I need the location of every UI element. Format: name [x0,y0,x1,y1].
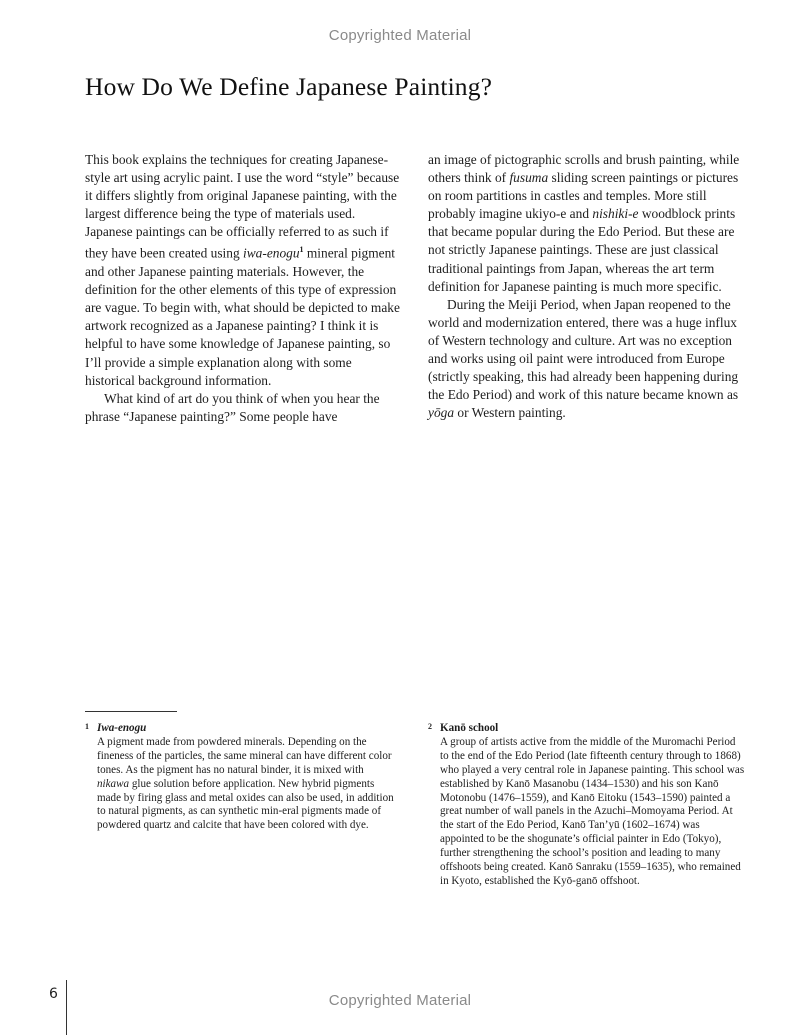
footnote-number: 2 [428,722,432,731]
paragraph: What kind of art do you think of when you hear the phrase “Japanese painting?” Some people have [85,390,380,424]
footnote-term: Iwa-enogu [97,722,147,734]
paragraph: This book explains the techniques for creating Japanese-style art using acrylic paint. I use the word “style” because it differs slightly from original Japanese painting, with the largest difference being the type of materials used. Japanese paintings can be officially referred to as such if they have been created using iwa-enogu$^1$ mineral pigment and other Japanese painting materials. However, the definition for the other elements of this type of expression are vague. To begin with, what should be depicted to make artwork recognized as a Japanese painting? I think it is helpful to have some knowledge of Japanese painting, so I’ll provide a simple explanation along with some historical background information. [85,152,400,388]
body-column-right [428,151,746,422]
footnote-body: A pigment made from powdered minerals. Depending on the fineness of the particles, the same mineral can have different color tones. As the pigment has no natural binder, it is mixed with nikawa glue solution before application. New hybrid pigments made by firing glass and metal oxides can also be used, in addition to natural pigments, as can synthetic min-eral pigments made of powdered quartz and calcite that have been colored with dye. [97,735,394,832]
footnote-2 [428,722,746,889]
page-number: 6 [49,986,58,1002]
term-nishiki-e: nishiki-e [592,206,639,222]
footnote-number: 1 [85,722,89,731]
footnote-divider [85,711,177,712]
footnote-ref-1[interactable]: 1 [299,245,304,255]
term-yoga: yōga [428,405,455,421]
footnote-1 [85,722,397,833]
footnote-term: Kanō school [440,722,499,734]
copyright-watermark-bottom: Copyrighted Material [328,992,472,1009]
term-iwa-enogu: iwa-enogu [243,245,300,261]
paragraph: an image of pictographic scrolls and brush painting, while others think of fusuma sliding screen paintings or pictures on room partitions in castles and temples. More still probably imagine ukiyo-e and nishiki-e woodblock prints that became popular during the Edo Period. But these are not strictly Japanese paintings. These are just classical traditional paintings from Japan, whereas the art term definition for Japanese painting is much more specific. [428,152,740,294]
page-title: How Do We Define Japanese Painting? [85,72,493,101]
body-column-left [85,151,401,426]
footnote-body: A group of artists active from the middle of the Muromachi Period to the end of the Edo Period (late fifteenth century through to 1868) who played a very central role in Japanese painting. This school was established by Kanō Masanobu (1434–1530) and his son Kanō Motonobu (1476–1559), and Kanō Eitoku (1543–1590) painted a great number of wall panels in the Azuchi–Momoyama Period. At the start of the Edo Period, Kanō Tan’yū (1602–1674) was appointed to be the shogunate’s official painter in Edo (Tokyo), further strengthening the school’s position and leading to many offshoots being created. Kanō Sanraku (1559–1635), who remained in Kyoto, established the Kyō-ganō offshoot. [440,735,745,887]
paragraph: During the Meiji Period, when Japan reopened to the world and modernization entered, there was a huge influx of Western technology and culture. Art was no exception and works using oil paint were introduced from Europe (strictly speaking, this had already been happening during the Edo Period) and work of this nature became known as yōga or Western painting. [428,296,739,421]
copyright-watermark-top: Copyrighted Material [328,27,472,44]
term-fusuma: fusuma [509,170,549,186]
